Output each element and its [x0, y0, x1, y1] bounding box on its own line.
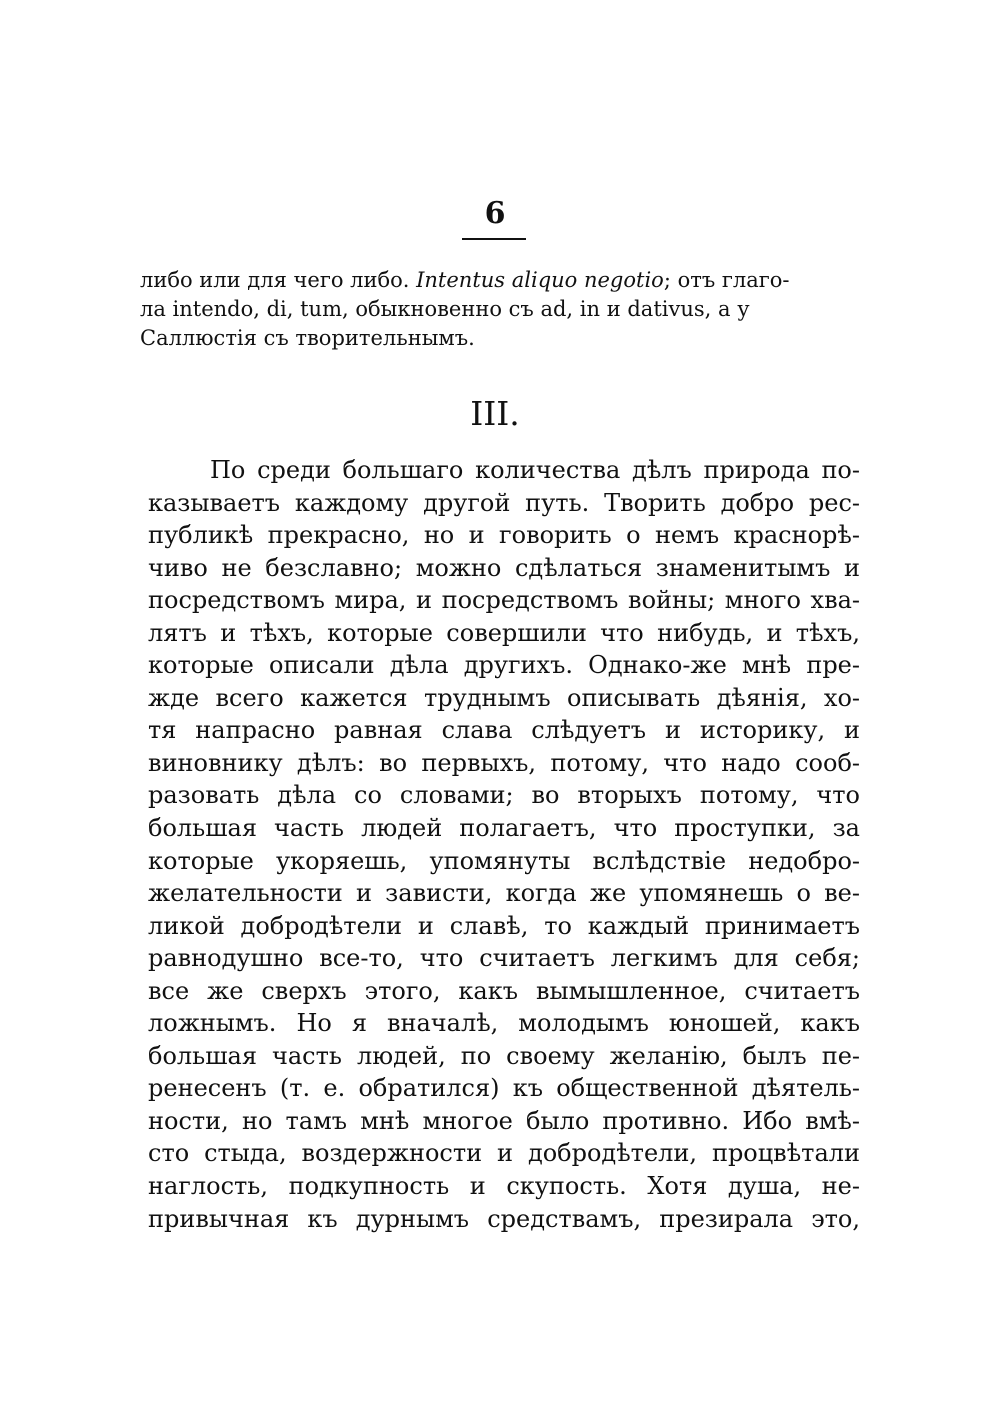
- text-line: лятъ и тѣхъ, которые совершили что нибудь, и тѣхъ,: [148, 618, 860, 647]
- text-line: наглость, подкупность и скупость. Хотя душа, не-: [148, 1172, 860, 1201]
- text-line: виновнику дѣлъ: во первыхъ, потому, что надо сооб-: [148, 748, 860, 777]
- footnote-line-3: Саллюстія съ творительнымъ.: [140, 326, 475, 350]
- text-line: ложнымъ. Но я вначалѣ, молодымъ юношей, какъ: [148, 1009, 860, 1038]
- text-line: сто стыда, воздержности и добродѣтели, процвѣтали: [148, 1139, 860, 1168]
- text-line: публикѣ прекрасно, но и говорить о немъ краснорѣ-: [148, 521, 860, 550]
- footnote-line-2: ла intendo, di, tum, обыкновенно съ ad, in и dativus, а у: [140, 297, 750, 321]
- text-line: равнодушно все-то, что считаетъ легкимъ для себя;: [148, 944, 860, 973]
- text-line: чиво не безславно; можно сдѣлаться знаменитымъ и: [148, 553, 860, 582]
- text-line: ренесенъ (т. е. обратился) къ общественной дѣятель-: [148, 1074, 860, 1103]
- footnote-line-1: либо или для чего либо. Intentus aliquo negotio; отъ глаго-: [140, 268, 790, 292]
- text-line: ности, но тамъ мнѣ многое было противно. Ибо вмѣ-: [148, 1106, 860, 1135]
- text-line: большая часть людей полагаетъ, что проступки, за: [148, 814, 860, 843]
- footnote-latin-phrase: Intentus aliquo negotio: [416, 268, 664, 292]
- text-line: жде всего кажется труднымъ описывать дѣянія, хо-: [148, 683, 860, 712]
- text-line: тя напрасно равная слава слѣдуетъ и историку, и: [148, 716, 860, 745]
- text-line: привычная къ дурнымъ средствамъ, презирала это,: [148, 1204, 860, 1233]
- text-line: посредствомъ мира, и посредствомъ войны; много хва-: [148, 586, 860, 615]
- text-line: желательности и зависти, когда же упомянешь о ве-: [148, 879, 860, 908]
- text-line: которые описали дѣла другихъ. Однако-же мнѣ пре-: [148, 651, 860, 680]
- page-number-rule: [462, 238, 526, 240]
- text-line: разовать дѣла со словами; во вторыхъ потому, что: [148, 781, 860, 810]
- chapter-heading: III.: [470, 394, 520, 433]
- footnote: [140, 266, 850, 353]
- body-paragraph: [148, 454, 860, 1235]
- text-line: большая часть людей, по своему желанію, былъ пе-: [148, 1041, 860, 1070]
- text-line: ликой добродѣтели и славѣ, то каждый принимаетъ: [148, 911, 860, 940]
- text-line: казываетъ каждому другой путь. Творить добро рес-: [148, 488, 860, 517]
- text-line: которые укоряешь, упомянуты вслѣдствіе недобро-: [148, 846, 860, 875]
- text-line: все же сверхъ этого, какъ вымышленное, считаетъ: [148, 976, 860, 1005]
- text-line: По среди большаго количества дѣлъ природа по-: [210, 456, 860, 484]
- page-number: 6: [484, 196, 506, 231]
